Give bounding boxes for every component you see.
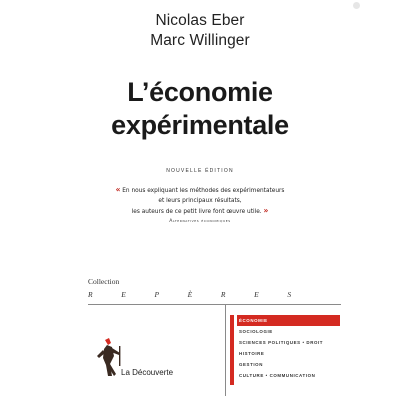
quote-close-mark: » [263,206,269,215]
quote-open-mark: « [115,185,121,194]
quote-text: les auteurs de ce petit livre font œuvre utile. [131,209,262,215]
category-sciences-politiques-droit: SCIENCES POLITIQUES • DROIT [239,340,324,345]
edition-label: NOUVELLE ÉDITION [166,168,234,174]
category-list [237,315,340,381]
vertical-rule [225,304,226,396]
quote-source: Alternatives économiques [169,219,231,224]
collection-label: Collection [88,277,120,286]
quote-line [115,185,285,194]
category-histoire: HISTOIRE [239,351,265,356]
cover-quote [57,185,343,227]
quote-text: et leurs principaux résultats, [158,198,242,204]
publisher-name: La Découverte [121,368,174,377]
category-economie: ÉCONOMIE [237,315,340,326]
category-culture-communication: CULTURE • COMMUNICATION [239,373,316,378]
edge-mark [353,2,360,9]
collection-name: R E P È R E S [88,290,305,299]
title-line: L’économie [127,77,273,107]
quote-text: En nous expliquant les méthodes des expérimentateurs [122,188,285,194]
book-cover [57,0,343,400]
category-gestion: GESTION [239,362,263,367]
book-title [57,76,343,142]
author-name: Marc Willinger [150,32,250,49]
author-name: Nicolas Eber [155,12,245,29]
red-accent-bar [230,315,234,385]
authors [57,11,343,51]
category-sociologie: SOCIOLOGIE [239,329,273,334]
title-line: expérimentale [111,110,289,140]
horizontal-rule [88,304,341,305]
quote-line [131,206,269,215]
